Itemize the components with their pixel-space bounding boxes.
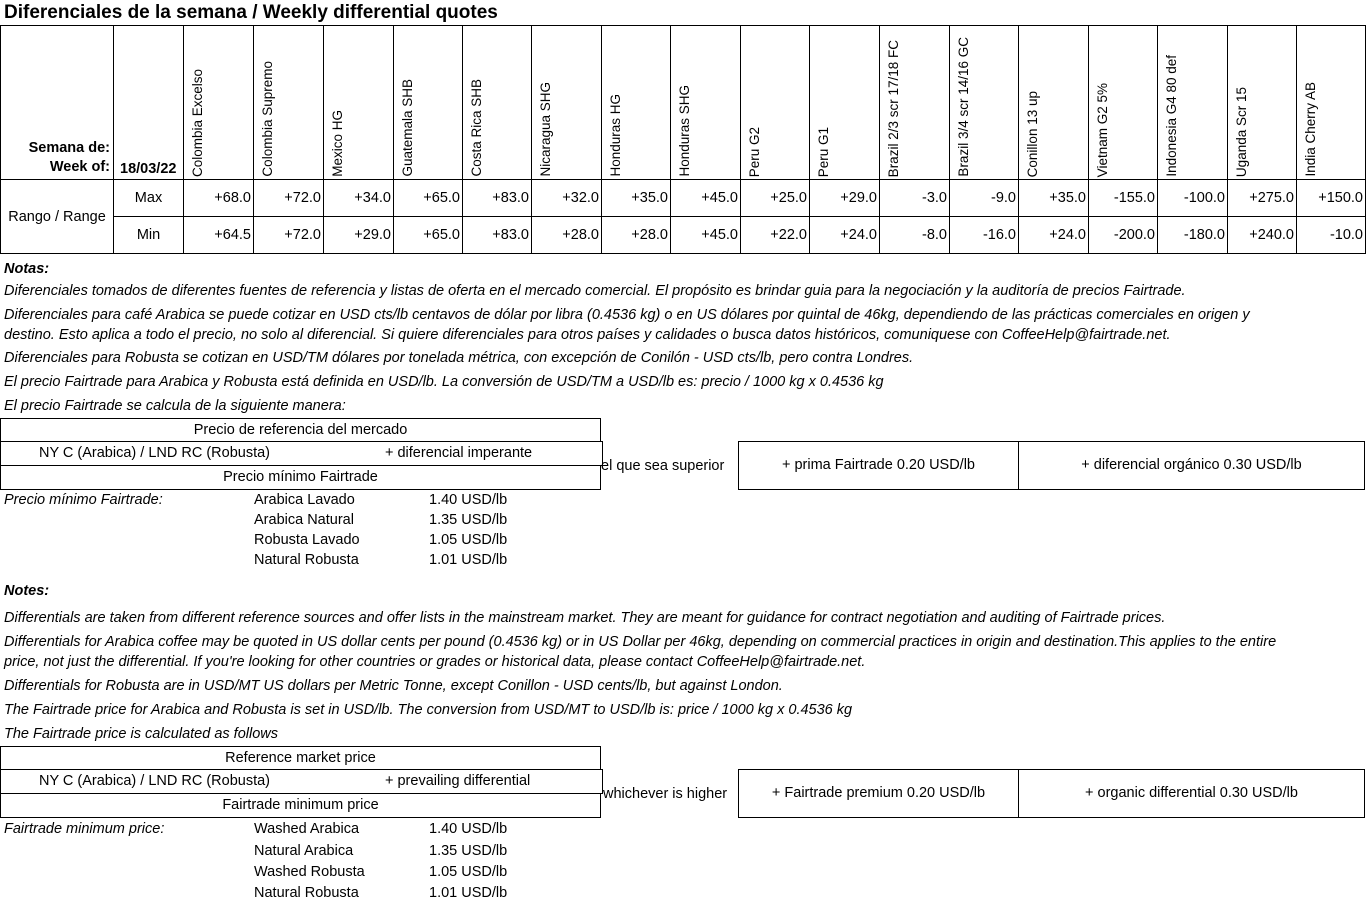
- min-price-value: 1.01 USD/lb: [429, 552, 508, 568]
- max-cell: +25.0: [741, 180, 810, 217]
- prevailing-label-en: + prevailing differential: [385, 773, 531, 789]
- column-header: Brazil 3/4 scr 14/16 GC: [950, 26, 1019, 180]
- week-label: [1, 26, 114, 180]
- max-cell: +45.0: [671, 180, 741, 217]
- range-label: Rango / Range: [1, 180, 114, 254]
- premium-box-en: + Fairtrade premium 0.20 USD/lb: [738, 769, 1019, 818]
- max-cell: +29.0: [810, 180, 880, 217]
- fairtrade-min-box-es: Precio mínimo Fairtrade: [0, 465, 601, 490]
- whichever-label-en: whichever is higher: [603, 786, 728, 802]
- min-price-value: 1.05 USD/lb: [429, 864, 508, 880]
- min-price-value: 1.40 USD/lb: [429, 821, 508, 837]
- min-price-label-es: Precio mínimo Fairtrade:: [4, 492, 163, 508]
- organic-box-es: + diferencial orgánico 0.30 USD/lb: [1018, 441, 1365, 490]
- min-cell: +22.0: [741, 217, 810, 254]
- note-line-en: The Fairtrade price for Arabica and Robusta is set in USD/lb. The conversion from USD/MT to USD/lb is: price / 1000 kg x 0.4536 kg: [4, 702, 853, 718]
- min-cell: +29.0: [324, 217, 394, 254]
- min-price-name: Natural Robusta: [254, 885, 359, 901]
- min-price-value: 1.05 USD/lb: [429, 532, 508, 548]
- column-header: Mexico HG: [324, 26, 394, 180]
- min-price-label-en: Fairtrade minimum price:: [4, 821, 165, 837]
- note-line-en: Differentials are taken from different reference sources and offer lists in the mainstream market. They are meant for guidance for contract negotiation and auditing of Fairtrade prices.: [4, 610, 1166, 626]
- differential-table: [0, 25, 1366, 254]
- note-line-en: Differentials for Arabica coffee may be quoted in US dollar cents per pound (0.4536 kg) or in US Dollar per 46kg, depending on commercial practices in origin and destination.This applies to the entire: [4, 634, 1277, 650]
- column-header: Vietnam G2 5%: [1089, 26, 1158, 180]
- notes-heading-es: Notas:: [4, 261, 50, 277]
- column-header: Peru G1: [810, 26, 880, 180]
- nyc-label-en: NY C (Arabica) / LND RC (Robusta): [39, 773, 270, 789]
- whichever-label-es: el que sea superior: [601, 458, 725, 474]
- table-row-min: [1, 217, 1366, 254]
- max-cell: +65.0: [394, 180, 463, 217]
- min-cell: -8.0: [880, 217, 950, 254]
- min-price-value: 1.35 USD/lb: [429, 843, 508, 859]
- min-price-name: Arabica Natural: [254, 512, 354, 528]
- min-price-name: Robusta Lavado: [254, 532, 360, 548]
- min-cell: -200.0: [1089, 217, 1158, 254]
- column-header: Indonesia G4 80 def: [1158, 26, 1228, 180]
- prevailing-label-es: + diferencial imperante: [385, 445, 533, 461]
- min-cell: -10.0: [1297, 217, 1366, 254]
- max-cell: +150.0: [1297, 180, 1366, 217]
- max-cell: -155.0: [1089, 180, 1158, 217]
- note-line-en: price, not just the differential. If you're looking for other countries or grades or historical data, please contact CoffeeHelp@fairtrade.net.: [4, 654, 866, 670]
- note-line-es: El precio Fairtrade para Arabica y Robusta está definida en USD/lb. La conversión de USD/TM a USD/lb es: precio / 1000 kg x 0.4536 kg: [4, 374, 884, 390]
- max-cell: +35.0: [602, 180, 671, 217]
- min-cell: -180.0: [1158, 217, 1228, 254]
- min-price-name: Natural Robusta: [254, 552, 359, 568]
- max-cell: +35.0: [1019, 180, 1089, 217]
- column-header: Conillon 13 up: [1019, 26, 1089, 180]
- min-price-name: Natural Arabica: [254, 843, 354, 859]
- column-header: Guatemala SHB: [394, 26, 463, 180]
- notes-heading-en: Notes:: [4, 583, 50, 599]
- min-cell: -16.0: [950, 217, 1019, 254]
- column-header: Costa Rica SHB: [463, 26, 532, 180]
- min-price-value: 1.01 USD/lb: [429, 885, 508, 901]
- column-header: Honduras HG: [602, 26, 671, 180]
- min-cell: +24.0: [1019, 217, 1089, 254]
- max-cell: -9.0: [950, 180, 1019, 217]
- max-cell: -100.0: [1158, 180, 1228, 217]
- note-line-en: The Fairtrade price is calculated as follows: [4, 726, 279, 742]
- column-header: Honduras SHG: [671, 26, 741, 180]
- max-cell: -3.0: [880, 180, 950, 217]
- column-header: Nicaragua SHG: [532, 26, 602, 180]
- min-price-name: Washed Robusta: [254, 864, 365, 880]
- min-price-value: 1.40 USD/lb: [429, 492, 508, 508]
- page-title: Diferenciales de la semana / Weekly differential quotes: [4, 2, 498, 23]
- column-header: Colombia Supremo: [254, 26, 324, 180]
- min-cell: +28.0: [602, 217, 671, 254]
- week-label-es: Semana de:: [28, 140, 110, 156]
- column-header: Brazil 2/3 scr 17/18 FC: [880, 26, 950, 180]
- table-row-max: [1, 180, 1366, 217]
- min-price-name: Arabica Lavado: [254, 492, 355, 508]
- note-line-en: Differentials for Robusta are in USD/MT US dollars per Metric Tonne, except Conillon - USD cents/lb, but against London.: [4, 678, 783, 694]
- column-header: Peru G2: [741, 26, 810, 180]
- week-date: 18/03/22: [114, 26, 184, 180]
- min-label: Min: [114, 217, 184, 254]
- min-cell: +72.0: [254, 217, 324, 254]
- note-line-es: Diferenciales para café Arabica se puede cotizar en USD cts/lb centavos de dólar por libra (0.4536 kg) o en US dólares por quintal de 46kg, dependiendo de las prácticas comerciales en origen y: [4, 307, 1250, 323]
- max-cell: +83.0: [463, 180, 532, 217]
- max-cell: +34.0: [324, 180, 394, 217]
- nyc-label-es: NY C (Arabica) / LND RC (Robusta): [39, 445, 270, 461]
- organic-box-en: + organic differential 0.30 USD/lb: [1018, 769, 1365, 818]
- min-cell: +64.5: [184, 217, 254, 254]
- max-cell: +275.0: [1228, 180, 1297, 217]
- ref-market-box-en: Reference market price: [0, 746, 601, 770]
- fairtrade-min-box-en: Fairtrade minimum price: [0, 793, 601, 818]
- week-label-en: Week of:: [49, 159, 110, 175]
- premium-box-es: + prima Fairtrade 0.20 USD/lb: [738, 441, 1019, 490]
- min-price-name: Washed Arabica: [254, 821, 360, 837]
- min-cell: +24.0: [810, 217, 880, 254]
- min-price-value: 1.35 USD/lb: [429, 512, 508, 528]
- min-cell: +45.0: [671, 217, 741, 254]
- min-cell: +65.0: [394, 217, 463, 254]
- min-cell: +28.0: [532, 217, 602, 254]
- min-cell: +83.0: [463, 217, 532, 254]
- ref-market-box-es: Precio de referencia del mercado: [0, 418, 601, 442]
- column-header: Uganda Scr 15: [1228, 26, 1297, 180]
- note-line-es: El precio Fairtrade se calcula de la siguiente manera:: [4, 398, 346, 414]
- max-cell: +72.0: [254, 180, 324, 217]
- note-line-es: destino. Esto aplica a todo el precio, no solo al diferencial. Si quiere diferenciales para otros países y calidades o busca datos históricos, comuniquese con CoffeeHelp@fairtrade.net.: [4, 327, 1171, 343]
- min-cell: +240.0: [1228, 217, 1297, 254]
- max-label: Max: [114, 180, 184, 217]
- note-line-es: Diferenciales para Robusta se cotizan en USD/TM dólares por tonelada métrica, con excepción de Conilón - USD cts/lb, pero contra Londres.: [4, 350, 914, 366]
- column-header: India Cherry AB: [1297, 26, 1366, 180]
- note-line-es: Diferenciales tomados de diferentes fuentes de referencia y listas de oferta en el mercado comercial. El propósito es brindar guia para la negociación y la auditoría de precios Fairtrade.: [4, 283, 1186, 299]
- max-cell: +32.0: [532, 180, 602, 217]
- max-cell: +68.0: [184, 180, 254, 217]
- column-header: Colombia Excelso: [184, 26, 254, 180]
